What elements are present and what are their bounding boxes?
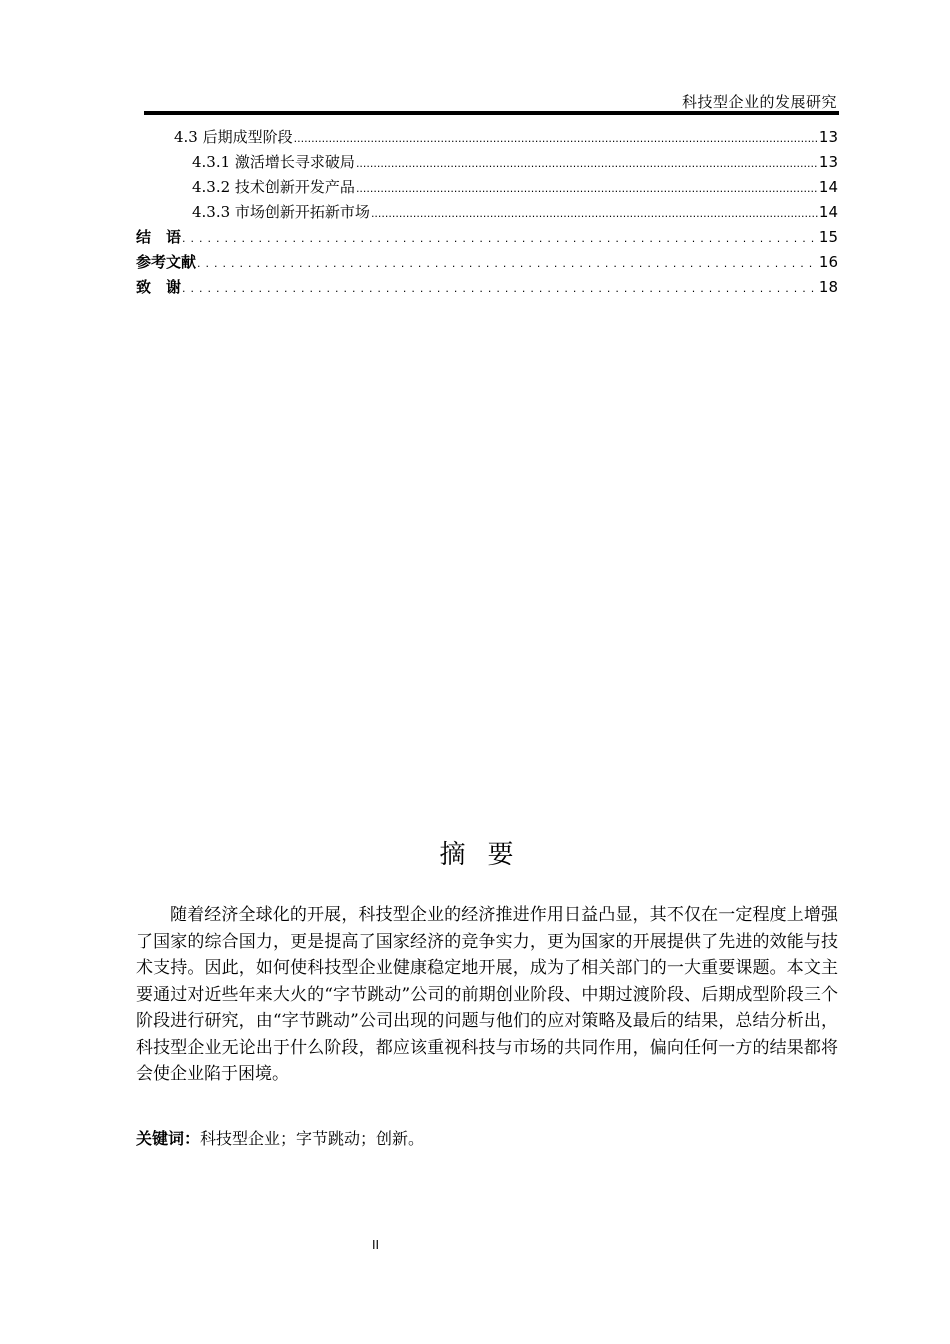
toc-entry-label: 致 谢 [136,278,182,296]
abstract-heading: 摘要 [439,840,536,870]
toc-entry-label: 4.3.1 激活增长寻求破局 [192,153,355,171]
abstract-body: 随着经济全球化的开展，科技型企业的经济推进作用日益凸显，其不仅在一定程度上增强了国家的综合国力，更是提高了国家经济的竞争实力，更为国家的开展提供了先进的效能与技术支持。因此，如何使科技型企业健康稳定地开展，成为了相关部门的一大重要课题。本文主要通过对近些年来大火的“字节跳动”公司的前期创业阶段、中期过渡阶段、后期成型阶段三个阶段进行研究，由“字节跳动”公司出现的问题与他们的应对策略及最后的结果，总结分析出，科技型企业无论出于什么阶段，都应该重视科技与市场的共同作用，偏向任何一方的结果都将会使企业陷于困境。 [136,905,838,1084]
keywords-line [136,1126,424,1149]
toc-entry[interactable] [136,276,838,301]
page-number: II [372,1238,380,1252]
keywords-label: 关键词： [136,1129,201,1148]
keywords-value: 科技型企业；字节跳动；创新。 [200,1129,425,1148]
toc-entry-page: 16 [818,253,838,271]
toc-entry-label: 结 语 [136,228,182,246]
toc-dot-leader [197,257,818,270]
header-rule [144,111,839,115]
toc-dot-leader [294,132,818,145]
toc-entry[interactable] [136,251,838,276]
toc-entry[interactable] [136,151,838,176]
toc-entry-label: 4.3.2 技术创新开发产品 [192,178,355,196]
toc-entry[interactable] [136,226,838,251]
toc-entry-label: 4.3.3 市场创新开拓新市场 [192,203,370,221]
toc-dot-leader [356,182,818,195]
toc-dot-leader [182,282,818,295]
toc-entry-page: 13 [818,128,838,146]
table-of-contents [136,126,838,301]
toc-entry-page: 15 [818,228,838,246]
toc-entry-label: 参考文献 [136,253,197,271]
toc-entry-page: 14 [818,203,838,221]
toc-entry[interactable] [136,126,838,151]
toc-dot-leader [371,207,818,220]
toc-entry-page: 13 [818,153,838,171]
toc-entry-page: 18 [818,278,838,296]
toc-entry-label: 4.3 后期成型阶段 [174,128,293,146]
running-header-title: 科技型企业的发展研究 [681,93,837,111]
toc-entry[interactable] [136,176,838,201]
toc-entry[interactable] [136,201,838,226]
toc-dot-leader [356,157,818,170]
toc-dot-leader [182,232,818,245]
toc-entry-page: 14 [818,178,838,196]
